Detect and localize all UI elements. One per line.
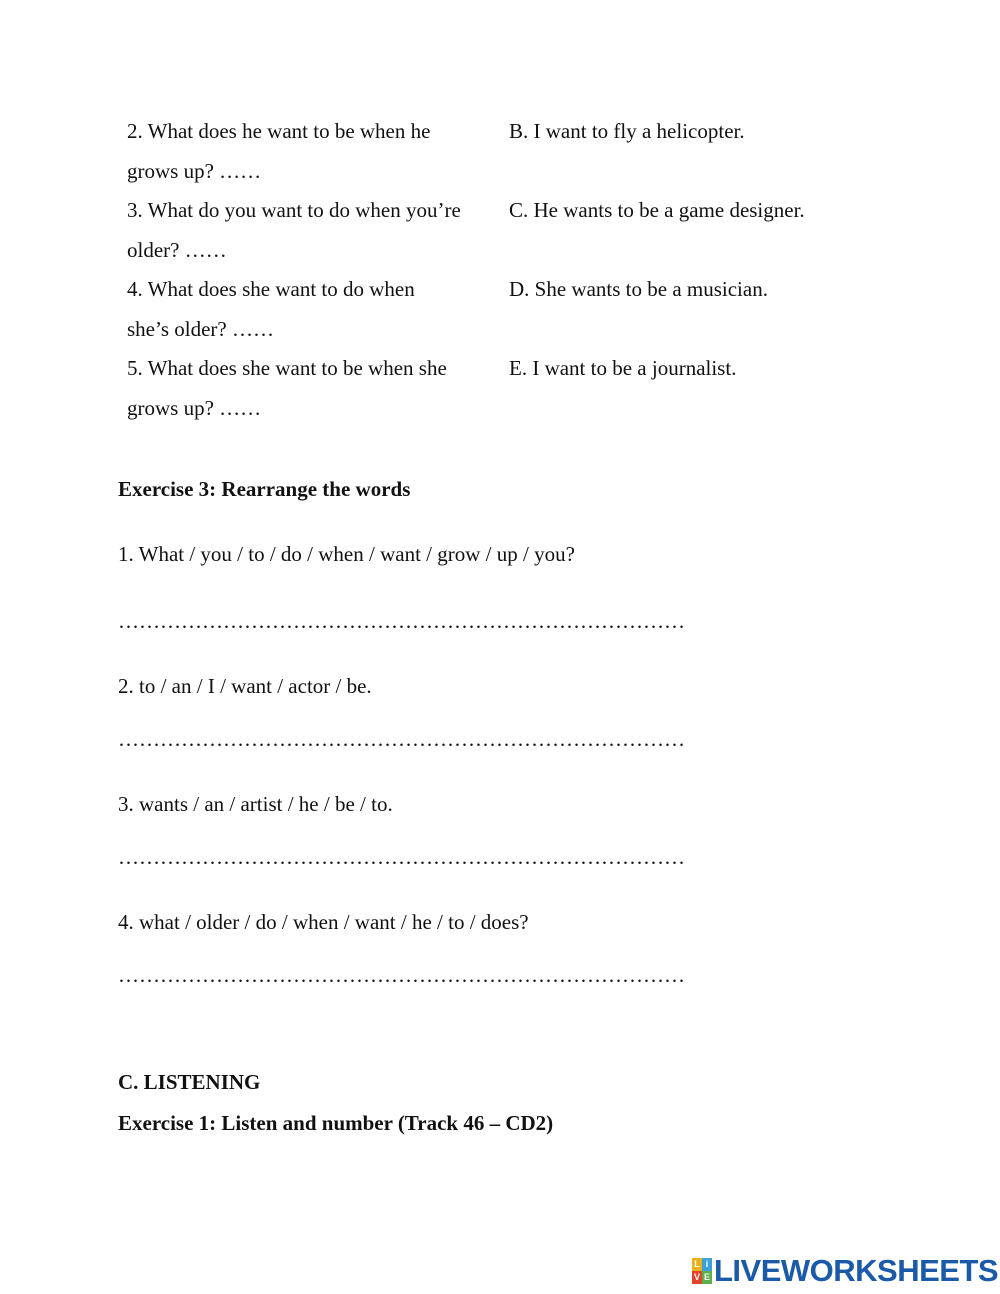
liveworksheets-logo xyxy=(692,1253,999,1288)
question-4-line-1: 4. What does she want to do when xyxy=(127,277,415,301)
answer-c: C. He wants to be a game designer. xyxy=(509,198,805,222)
question-3-line-1: 3. What do you want to do when you’re xyxy=(127,198,461,222)
answer-line-2[interactable]: ……………………………………………………………………… xyxy=(118,727,685,751)
answer-b: B. I want to fly a helicopter. xyxy=(509,119,745,143)
question-5-line-2: grows up? …… xyxy=(127,396,262,420)
question-3-line-2: older? …… xyxy=(127,238,227,262)
answer-e: E. I want to be a journalist. xyxy=(509,356,737,380)
rearrange-prompt-4: 4. what / older / do / when / want / he / to / does? xyxy=(118,910,529,934)
logo-mark-icon: L i V E xyxy=(693,1259,710,1282)
answer-line-1[interactable]: ……………………………………………………………………… xyxy=(118,609,685,633)
rearrange-prompt-3: 3. wants / an / artist / he / be / to. xyxy=(118,792,393,816)
question-4-line-2: she’s older? …… xyxy=(127,317,274,341)
answer-line-4[interactable]: ……………………………………………………………………… xyxy=(118,963,685,987)
logo-text: LIVEWORKSHEETS xyxy=(714,1253,999,1288)
answer-line-3[interactable]: ……………………………………………………………………… xyxy=(118,845,685,869)
question-2-line-1: 2. What does he want to be when he xyxy=(127,119,431,143)
rearrange-prompt-2: 2. to / an / I / want / actor / be. xyxy=(118,674,372,698)
question-5-line-1: 5. What does she want to be when she xyxy=(127,356,447,380)
exercise-3-heading: Exercise 3: Rearrange the words xyxy=(118,477,411,501)
answer-d: D. She wants to be a musician. xyxy=(509,277,768,301)
listening-exercise-1-heading: Exercise 1: Listen and number (Track 46 – CD2) xyxy=(118,1111,554,1135)
question-2-line-2: grows up? …… xyxy=(127,159,262,183)
listening-heading: C. LISTENING xyxy=(118,1070,261,1094)
rearrange-prompt-1: 1. What / you / to / do / when / want / grow / up / you? xyxy=(118,542,575,566)
